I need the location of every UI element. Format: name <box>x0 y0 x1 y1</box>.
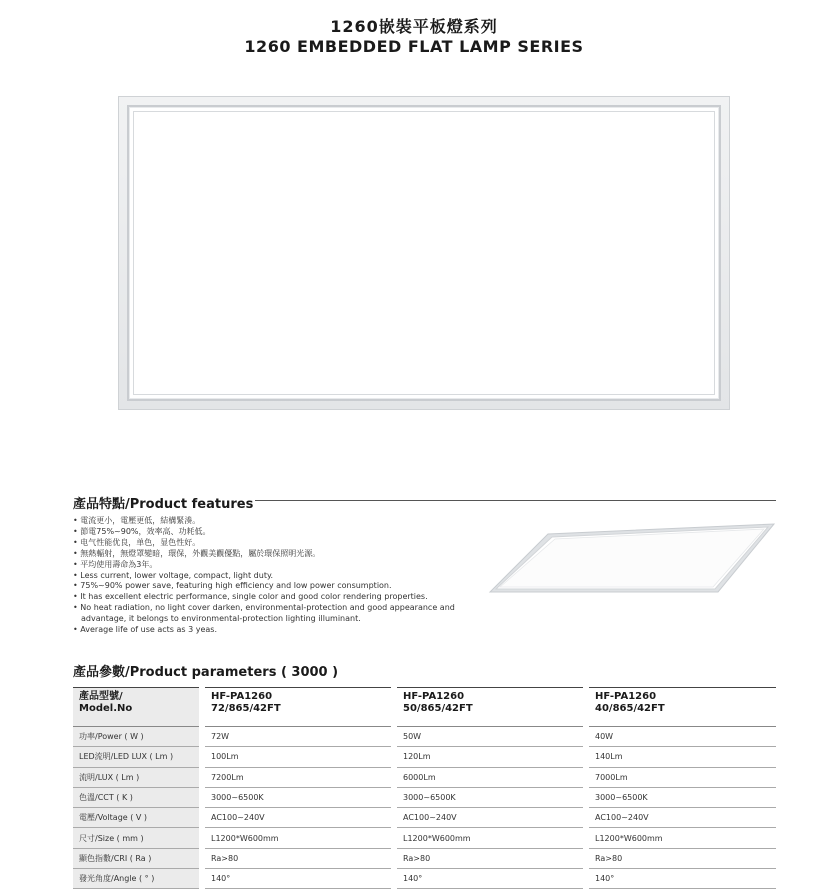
model-3-line2: 40/865/42FT <box>595 703 665 714</box>
param-value: 3000~6500K <box>397 787 583 807</box>
param-value: 140° <box>205 869 391 889</box>
lamp-diffuser <box>133 111 715 395</box>
param-value: 50W <box>397 727 583 747</box>
flat-lamp-perspective-image <box>488 520 778 596</box>
page-title-cn: 1260嵌裝平板燈系列 <box>330 17 498 36</box>
params-table <box>73 687 776 889</box>
table-row <box>73 848 776 868</box>
model-header-3 <box>589 688 776 727</box>
table-row <box>73 747 776 767</box>
table-row <box>73 787 776 807</box>
feature-item: • 平均使用壽命為3年。 <box>73 560 503 571</box>
param-label: 電壓/Voltage ( V ) <box>73 808 199 828</box>
param-label: 發光角度/Angle ( ° ) <box>73 869 199 889</box>
param-value: AC100~240V <box>589 808 776 828</box>
param-value: 100Lm <box>205 747 391 767</box>
param-value: Ra>80 <box>397 848 583 868</box>
feature-item: • 电气性能优良，单色，显色性好。 <box>73 538 503 549</box>
table-row <box>73 828 776 848</box>
feature-item: • 電流更小，電壓更低，結構緊湊。 <box>73 516 503 527</box>
param-value: 7000Lm <box>589 767 776 787</box>
model-2-line1: HF-PA1260 <box>403 691 465 702</box>
param-value: 140° <box>589 869 776 889</box>
feature-item: • Average life of use acts as 3 yeas. <box>73 625 503 636</box>
model-label-header <box>73 688 199 727</box>
param-value: L1200*W600mm <box>205 828 391 848</box>
feature-item: • 節電75%~90%，效率高、功耗低。 <box>73 527 503 538</box>
param-value: 3000~6500K <box>205 787 391 807</box>
page-title-en: 1260 EMBEDDED FLAT LAMP SERIES <box>244 37 584 56</box>
feature-item: • 75%~90% power save, featuring high efficiency and low power consumption. <box>73 581 503 592</box>
param-value: AC100~240V <box>397 808 583 828</box>
param-value: L1200*W600mm <box>397 828 583 848</box>
param-value: 140° <box>397 869 583 889</box>
param-label: 功率/Power ( W ) <box>73 727 199 747</box>
params-header-row <box>73 688 776 727</box>
features-list <box>73 516 503 636</box>
param-value: 72W <box>205 727 391 747</box>
params-heading: 產品參數/Product parameters ( 3000 ) <box>73 665 339 680</box>
param-label: LED流明/LED LUX ( Lm ) <box>73 747 199 767</box>
feature-item: • No heat radiation, no light cover darken, environmental-protection and good appearance and <box>73 603 503 614</box>
flat-lamp-product-image <box>118 96 730 410</box>
model-label-line2: Model.No <box>79 703 133 714</box>
param-value: 40W <box>589 727 776 747</box>
model-2-line2: 50/865/42FT <box>403 703 473 714</box>
params-body <box>73 727 776 889</box>
table-row <box>73 808 776 828</box>
model-3-line1: HF-PA1260 <box>595 691 657 702</box>
feature-item: • Less current, lower voltage, compact, light duty. <box>73 571 503 582</box>
param-value: L1200*W600mm <box>589 828 776 848</box>
param-label: 尺寸/Size ( mm ) <box>73 828 199 848</box>
param-label: 流明/LUX ( Lm ) <box>73 767 199 787</box>
model-1-line1: HF-PA1260 <box>211 691 273 702</box>
param-value: Ra>80 <box>205 848 391 868</box>
param-value: 120Lm <box>397 747 583 767</box>
param-value: AC100~240V <box>205 808 391 828</box>
param-label: 色溫/CCT ( K ) <box>73 787 199 807</box>
features-heading-rule <box>255 500 776 501</box>
param-value: 6000Lm <box>397 767 583 787</box>
table-row <box>73 727 776 747</box>
feature-item: • 無熱輻射，無燈罩變暗，環保，外觀美觀優點，屬於環保照明光源。 <box>73 549 503 560</box>
param-value: 7200Lm <box>205 767 391 787</box>
table-row <box>73 767 776 787</box>
feature-item: advantage, it belongs to environmental-protection lighting illuminant. <box>81 614 361 624</box>
param-value: Ra>80 <box>589 848 776 868</box>
param-label: 顯色指數/CRI ( Ra ) <box>73 848 199 868</box>
model-header-2 <box>397 688 583 727</box>
param-value: 140Lm <box>589 747 776 767</box>
param-value: 3000~6500K <box>589 787 776 807</box>
features-heading: 產品特點/Product features <box>73 497 254 512</box>
model-header-1 <box>205 688 391 727</box>
feature-item: • It has excellent electric performance, single color and good color rendering properties. <box>73 592 503 603</box>
lamp-frame <box>127 105 721 401</box>
model-1-line2: 72/865/42FT <box>211 703 281 714</box>
model-label-line1: 產品型號/ <box>79 691 123 702</box>
table-row <box>73 869 776 889</box>
